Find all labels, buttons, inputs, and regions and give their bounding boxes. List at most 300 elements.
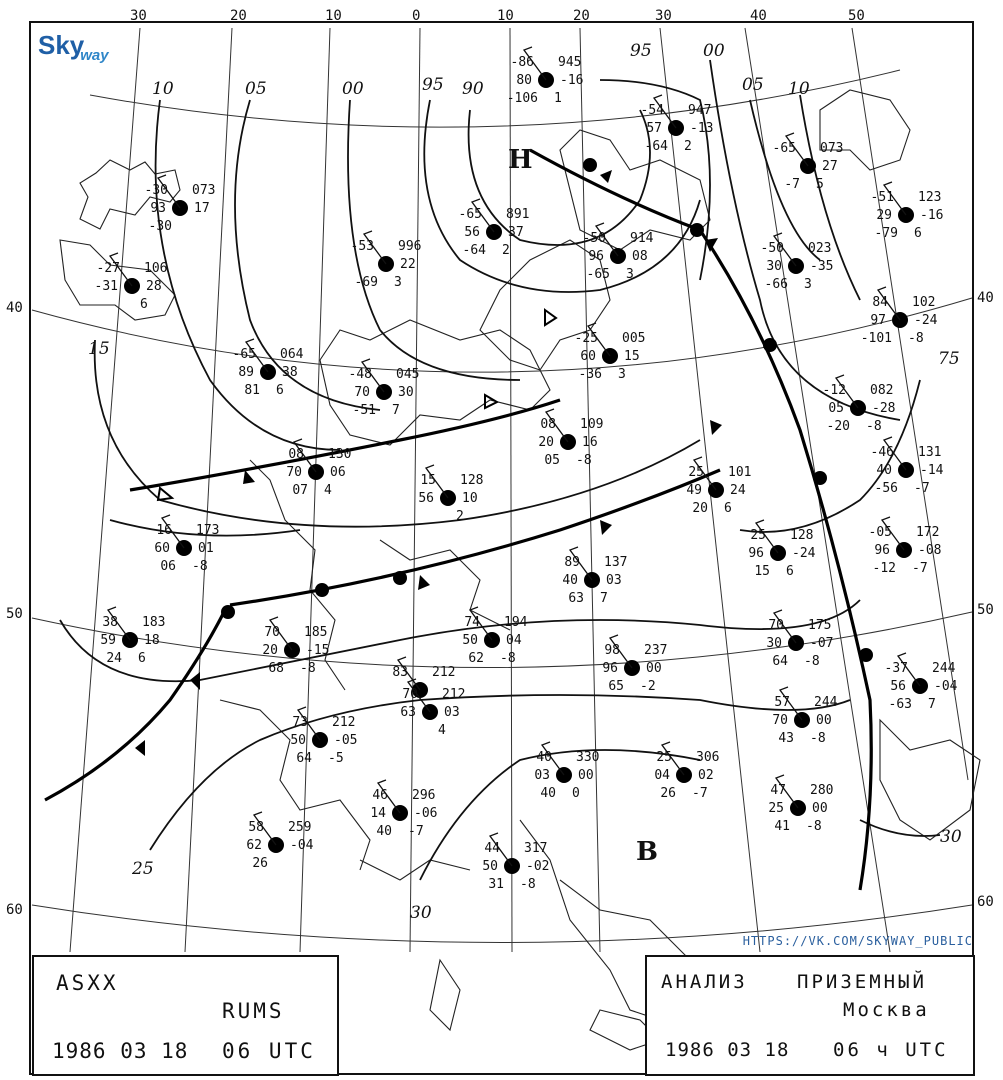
station-right-2: 7 bbox=[392, 403, 400, 418]
station-temp: 15 bbox=[420, 473, 436, 488]
station-s26 bbox=[262, 617, 329, 676]
station-s9 bbox=[761, 233, 834, 292]
station-pressure: 023 bbox=[808, 241, 832, 256]
station-s7 bbox=[351, 231, 422, 290]
station-pressure: 106 bbox=[144, 261, 168, 276]
station-pressure: 131 bbox=[918, 445, 942, 460]
station-left-2: 64 bbox=[772, 654, 788, 669]
station-left-2: -79 bbox=[874, 226, 898, 241]
station-left-2: -12 bbox=[872, 561, 896, 576]
station-pressure: 947 bbox=[688, 103, 712, 118]
station-left-1: 70 bbox=[354, 385, 370, 400]
station-temp: -65 bbox=[232, 347, 256, 362]
station-left-1: 25 bbox=[768, 801, 784, 816]
station-temp: 44 bbox=[484, 841, 500, 856]
station-left-2: 81 bbox=[244, 383, 260, 398]
station-right-1: 00 bbox=[812, 801, 828, 816]
svg-text:50: 50 bbox=[848, 8, 865, 24]
analysis-type: ПРИЗЕМНЫЙ bbox=[797, 971, 927, 993]
station-right-2: 4 bbox=[438, 723, 446, 738]
station-right-2: 6 bbox=[276, 383, 284, 398]
station-right-2: -8 bbox=[806, 819, 822, 834]
station-left-1: 30 bbox=[766, 636, 782, 651]
station-s21 bbox=[748, 520, 815, 579]
station-right-1: 08 bbox=[632, 249, 648, 264]
station-s24 bbox=[562, 547, 627, 606]
station-s1 bbox=[507, 47, 584, 106]
longitude-labels bbox=[130, 8, 865, 24]
station-s14 bbox=[349, 359, 420, 418]
station-pressure: 280 bbox=[810, 783, 834, 798]
station-left-1: 56 bbox=[890, 679, 906, 694]
station-right-2: 2 bbox=[456, 509, 464, 524]
station-temp: 84 bbox=[872, 295, 888, 310]
bulletin-date: 1986 03 18 bbox=[52, 1039, 189, 1063]
station-right-2: 6 bbox=[786, 564, 794, 579]
station-s37 bbox=[370, 780, 437, 839]
station-right-2: 3 bbox=[394, 275, 402, 290]
station-left-2: -69 bbox=[354, 275, 378, 290]
station-s6 bbox=[459, 199, 530, 258]
station-temp: -48 bbox=[348, 367, 372, 382]
station-pressure: 891 bbox=[506, 207, 530, 222]
station-left-2: -64 bbox=[462, 243, 486, 258]
station-right-1: -02 bbox=[526, 859, 550, 874]
station-left-2: 26 bbox=[660, 786, 676, 801]
station-s13 bbox=[233, 339, 304, 398]
station-temp: 89 bbox=[564, 555, 580, 570]
station-temp: 08 bbox=[540, 417, 556, 432]
svg-text:05: 05 bbox=[245, 79, 267, 99]
high-pressure-center: H bbox=[508, 145, 533, 175]
station-left-1: -31 bbox=[94, 279, 118, 294]
station-right-2: -8 bbox=[500, 651, 516, 666]
station-s15 bbox=[823, 375, 896, 434]
station-temp: -27 bbox=[96, 261, 120, 276]
station-temp: 57 bbox=[774, 695, 790, 710]
station-pressure: 045 bbox=[396, 367, 420, 382]
station-right-2: 2 bbox=[502, 243, 510, 258]
station-left-2: -56 bbox=[874, 481, 898, 496]
info-box-left bbox=[32, 955, 339, 1076]
station-pressure: 102 bbox=[912, 295, 936, 310]
svg-text:20: 20 bbox=[573, 8, 590, 24]
station-left-2: -66 bbox=[764, 277, 788, 292]
station-left-1: 56 bbox=[418, 491, 434, 506]
station-left-1: 80 bbox=[516, 73, 532, 88]
svg-text:10: 10 bbox=[788, 79, 810, 99]
station-s33 bbox=[290, 707, 357, 766]
station-pressure: 005 bbox=[622, 331, 646, 346]
station-pressure: 183 bbox=[142, 615, 166, 630]
station-left-1: 96 bbox=[748, 546, 764, 561]
svg-text:30: 30 bbox=[940, 827, 962, 847]
station-s22 bbox=[154, 515, 219, 574]
station-left-1: 49 bbox=[686, 483, 702, 498]
bulletin-time: 06 UTC bbox=[222, 1039, 316, 1063]
station-left-2: 07 bbox=[292, 483, 308, 498]
station-right-1: 02 bbox=[698, 768, 714, 783]
station-temp: 08 bbox=[288, 447, 304, 462]
station-right-2: -8 bbox=[804, 654, 820, 669]
station-temp: -05 bbox=[868, 525, 892, 540]
station-pressure: 914 bbox=[630, 231, 654, 246]
station-right-1: 01 bbox=[198, 541, 214, 556]
station-right-2: 6 bbox=[138, 651, 146, 666]
station-left-2: -20 bbox=[826, 419, 850, 434]
station-temp: -50 bbox=[760, 241, 784, 256]
svg-text:50: 50 bbox=[977, 602, 994, 618]
station-s20 bbox=[418, 465, 483, 524]
station-right-1: 00 bbox=[646, 661, 662, 676]
station-right-2: -8 bbox=[520, 877, 536, 892]
station-left-2: 41 bbox=[774, 819, 790, 834]
station-left-1: 40 bbox=[876, 463, 892, 478]
station-pressure: 109 bbox=[580, 417, 604, 432]
svg-text:15: 15 bbox=[88, 339, 110, 359]
station-left-1: 60 bbox=[580, 349, 596, 364]
station-left-1: 29 bbox=[876, 208, 892, 223]
center-code: RUMS bbox=[222, 999, 285, 1023]
station-pressure: 123 bbox=[918, 190, 942, 205]
station-temp: -46 bbox=[870, 445, 894, 460]
station-temp: 74 bbox=[464, 615, 480, 630]
station-left-1: 93 bbox=[150, 201, 166, 216]
station-s2 bbox=[641, 95, 714, 154]
station-right-2: 7 bbox=[928, 697, 936, 712]
station-pressure: 082 bbox=[870, 383, 894, 398]
station-right-1: -14 bbox=[920, 463, 944, 478]
station-pressure: 237 bbox=[644, 643, 668, 658]
city: Москва bbox=[843, 999, 930, 1021]
station-left-2: -65 bbox=[586, 267, 610, 282]
station-temp: -12 bbox=[822, 383, 846, 398]
svg-text:25: 25 bbox=[132, 859, 154, 879]
station-left-1: 56 bbox=[464, 225, 480, 240]
station-left-1: 05 bbox=[828, 401, 844, 416]
svg-text:40: 40 bbox=[750, 8, 767, 24]
station-right-1: 37 bbox=[508, 225, 524, 240]
station-left-2: -106 bbox=[506, 91, 538, 106]
station-right-1: -35 bbox=[810, 259, 834, 274]
station-right-2: 0 bbox=[572, 786, 580, 801]
station-right-1: -04 bbox=[290, 838, 314, 853]
station-left-2: 65 bbox=[608, 679, 624, 694]
station-left-2: 15 bbox=[754, 564, 770, 579]
station-left-2: 62 bbox=[468, 651, 484, 666]
station-temp: -86 bbox=[510, 55, 534, 70]
station-left-1: 70 bbox=[772, 713, 788, 728]
station-right-1: -13 bbox=[690, 121, 714, 136]
station-temp: -37 bbox=[884, 661, 908, 676]
bulletin-code: ASXX bbox=[56, 971, 119, 995]
svg-text:00: 00 bbox=[703, 41, 725, 61]
station-left-1: 03 bbox=[534, 768, 550, 783]
station-pressure: 306 bbox=[696, 750, 720, 765]
skyway-logo: Skyway bbox=[38, 30, 109, 64]
svg-text:30: 30 bbox=[655, 8, 672, 24]
station-right-1: 22 bbox=[400, 257, 416, 272]
station-right-2: 6 bbox=[140, 297, 148, 312]
station-left-2: -63 bbox=[888, 697, 912, 712]
station-right-1: 18 bbox=[144, 633, 160, 648]
station-left-1: 96 bbox=[602, 661, 618, 676]
station-left-2: -36 bbox=[578, 367, 602, 382]
svg-text:10: 10 bbox=[497, 8, 514, 24]
station-left-2: 06 bbox=[160, 559, 176, 574]
station-left-1: 14 bbox=[370, 806, 386, 821]
station-left-2: 20 bbox=[692, 501, 708, 516]
analysis-time: 06 ч UTC bbox=[833, 1039, 949, 1061]
station-s28 bbox=[766, 610, 833, 669]
station-left-2: 24 bbox=[106, 651, 122, 666]
station-right-1: 24 bbox=[730, 483, 746, 498]
station-left-1: 97 bbox=[870, 313, 886, 328]
station-right-1: 10 bbox=[462, 491, 478, 506]
svg-text:95: 95 bbox=[422, 75, 444, 95]
station-right-1: 15 bbox=[624, 349, 640, 364]
station-left-1: 40 bbox=[562, 573, 578, 588]
station-right-2: -7 bbox=[914, 481, 930, 496]
station-pressure: 330 bbox=[576, 750, 600, 765]
station-left-1: 20 bbox=[538, 435, 554, 450]
station-temp: 73 bbox=[292, 715, 308, 730]
station-s4 bbox=[145, 175, 216, 234]
station-temp: 47 bbox=[770, 783, 786, 798]
station-pressure: 064 bbox=[280, 347, 304, 362]
station-pressure: 128 bbox=[790, 528, 814, 543]
station-right-1: -16 bbox=[560, 73, 584, 88]
station-left-1: 50 bbox=[482, 859, 498, 874]
station-left-1: 20 bbox=[262, 643, 278, 658]
station-right-1: -24 bbox=[792, 546, 816, 561]
info-box-right bbox=[645, 955, 975, 1076]
station-right-2: 6 bbox=[914, 226, 922, 241]
station-right-2: -8 bbox=[866, 419, 882, 434]
svg-text:0: 0 bbox=[412, 8, 421, 24]
station-left-1: 62 bbox=[246, 838, 262, 853]
station-s11 bbox=[861, 287, 938, 346]
station-right-2: 5 bbox=[816, 177, 824, 192]
source-url[interactable]: HTTPS://VK.COM/SKYWAY_PUBLIC bbox=[742, 934, 973, 948]
station-temp: 38 bbox=[102, 615, 118, 630]
svg-text:60: 60 bbox=[6, 902, 23, 918]
station-left-2: 05 bbox=[544, 453, 560, 468]
station-right-1: -16 bbox=[920, 208, 944, 223]
station-right-1: 00 bbox=[816, 713, 832, 728]
station-temp: 98 bbox=[604, 643, 620, 658]
station-pressure: 073 bbox=[820, 141, 844, 156]
station-pressure: 101 bbox=[728, 465, 752, 480]
station-left-2: 43 bbox=[778, 731, 794, 746]
station-temp: -53 bbox=[350, 239, 374, 254]
station-pressure: 194 bbox=[504, 615, 528, 630]
station-temp: 70 bbox=[768, 618, 784, 633]
station-left-1: 96 bbox=[588, 249, 604, 264]
svg-text:10: 10 bbox=[152, 79, 174, 99]
svg-text:05: 05 bbox=[742, 75, 764, 95]
station-temp: -65 bbox=[772, 141, 796, 156]
station-pressure: 945 bbox=[558, 55, 582, 70]
svg-text:60: 60 bbox=[977, 894, 994, 910]
station-pressure: 996 bbox=[398, 239, 422, 254]
station-temp: 25 bbox=[750, 528, 766, 543]
low-pressure-center: B bbox=[636, 837, 658, 867]
station-left-2: 31 bbox=[488, 877, 504, 892]
station-s31 bbox=[885, 653, 958, 712]
station-left-2: 64 bbox=[296, 751, 312, 766]
station-right-2: -8 bbox=[192, 559, 208, 574]
station-left-1: 70 bbox=[286, 465, 302, 480]
analysis-date: 1986 03 18 bbox=[665, 1039, 790, 1061]
station-right-1: 17 bbox=[194, 201, 210, 216]
station-pressure: 244 bbox=[932, 661, 956, 676]
station-right-2: -8 bbox=[810, 731, 826, 746]
station-pressure: 073 bbox=[192, 183, 216, 198]
station-s5 bbox=[871, 182, 944, 241]
station-right-2: -8 bbox=[300, 661, 316, 676]
station-temp: 40 bbox=[536, 750, 552, 765]
station-pressure: 212 bbox=[332, 715, 356, 730]
station-left-1: 50 bbox=[462, 633, 478, 648]
station-right-1: -05 bbox=[334, 733, 358, 748]
station-right-2: 7 bbox=[600, 591, 608, 606]
station-temp: 25 bbox=[656, 750, 672, 765]
station-left-2: 40 bbox=[376, 824, 392, 839]
station-temp: 70 bbox=[402, 687, 418, 702]
station-pressure: 185 bbox=[304, 625, 328, 640]
svg-text:00: 00 bbox=[342, 79, 364, 99]
station-right-1: 03 bbox=[444, 705, 460, 720]
analysis-title: АНАЛИЗ bbox=[661, 971, 748, 993]
station-s36 bbox=[654, 742, 719, 801]
station-right-2: -5 bbox=[328, 751, 344, 766]
station-left-2: 26 bbox=[252, 856, 268, 871]
station-right-1: -08 bbox=[918, 543, 942, 558]
station-right-2: 3 bbox=[626, 267, 634, 282]
station-right-1: -24 bbox=[914, 313, 938, 328]
station-left-1: 50 bbox=[290, 733, 306, 748]
station-temp: 16 bbox=[156, 523, 172, 538]
station-s16 bbox=[538, 409, 603, 468]
station-pressure: 296 bbox=[412, 788, 436, 803]
svg-text:90: 90 bbox=[462, 79, 484, 99]
station-s27 bbox=[462, 607, 527, 666]
station-left-1: 04 bbox=[654, 768, 670, 783]
svg-text:40: 40 bbox=[977, 290, 994, 306]
station-pressure: 212 bbox=[432, 665, 456, 680]
station-s35 bbox=[534, 742, 599, 801]
svg-text:95: 95 bbox=[630, 41, 652, 61]
station-right-1: 28 bbox=[146, 279, 162, 294]
station-right-2: 6 bbox=[724, 501, 732, 516]
svg-text:30: 30 bbox=[410, 903, 432, 923]
station-right-2: 3 bbox=[804, 277, 812, 292]
station-pressure: 173 bbox=[196, 523, 220, 538]
station-s34 bbox=[772, 687, 837, 746]
station-left-2: 40 bbox=[540, 786, 556, 801]
station-right-1: 16 bbox=[582, 435, 598, 450]
station-s12 bbox=[575, 323, 646, 382]
parallels bbox=[32, 70, 972, 943]
station-temp: -54 bbox=[640, 103, 664, 118]
station-temp: 70 bbox=[264, 625, 280, 640]
station-temp: -50 bbox=[582, 231, 606, 246]
station-s39 bbox=[246, 812, 313, 871]
station-left-2: -64 bbox=[644, 139, 668, 154]
station-s10 bbox=[95, 253, 168, 312]
station-right-2: 3 bbox=[618, 367, 626, 382]
station-pressure: 128 bbox=[460, 473, 484, 488]
station-left-2: 68 bbox=[268, 661, 284, 676]
station-left-2: -101 bbox=[860, 331, 892, 346]
station-s32 bbox=[400, 679, 465, 738]
station-left-1: 63 bbox=[400, 705, 416, 720]
station-right-2: -8 bbox=[908, 331, 924, 346]
station-right-2: -2 bbox=[640, 679, 656, 694]
station-right-2: 1 bbox=[554, 91, 562, 106]
station-s38 bbox=[768, 775, 833, 834]
station-temp: -25 bbox=[574, 331, 598, 346]
station-right-2: -7 bbox=[408, 824, 424, 839]
station-left-2: 63 bbox=[568, 591, 584, 606]
station-right-2: -8 bbox=[576, 453, 592, 468]
station-left-1: 30 bbox=[766, 259, 782, 274]
station-right-2: -7 bbox=[692, 786, 708, 801]
station-temp: 58 bbox=[248, 820, 264, 835]
station-temp: 83 bbox=[392, 665, 408, 680]
svg-text:75: 75 bbox=[938, 349, 960, 369]
station-s29 bbox=[602, 635, 667, 694]
station-temp: -65 bbox=[458, 207, 482, 222]
station-left-2: -30 bbox=[148, 219, 172, 234]
svg-text:10: 10 bbox=[325, 8, 342, 24]
station-pressure: 130 bbox=[328, 447, 352, 462]
station-left-2: -51 bbox=[352, 403, 376, 418]
station-pressure: 317 bbox=[524, 841, 548, 856]
station-pressure: 137 bbox=[604, 555, 628, 570]
station-right-2: 2 bbox=[684, 139, 692, 154]
station-temp: 25 bbox=[688, 465, 704, 480]
station-right-1: 38 bbox=[282, 365, 298, 380]
station-right-1: 03 bbox=[606, 573, 622, 588]
station-right-1: -28 bbox=[872, 401, 896, 416]
station-s40 bbox=[482, 833, 549, 892]
station-left-1: 60 bbox=[154, 541, 170, 556]
station-left-1: 96 bbox=[874, 543, 890, 558]
station-right-2: 4 bbox=[324, 483, 332, 498]
station-s23 bbox=[869, 517, 942, 576]
station-pressure: 244 bbox=[814, 695, 838, 710]
station-right-1: -07 bbox=[810, 636, 834, 651]
svg-text:50: 50 bbox=[6, 606, 23, 622]
station-s19 bbox=[686, 457, 751, 516]
station-right-1: -15 bbox=[306, 643, 330, 658]
svg-text:30: 30 bbox=[130, 8, 147, 24]
station-right-1: -06 bbox=[414, 806, 438, 821]
station-right-1: -04 bbox=[934, 679, 958, 694]
station-s18 bbox=[871, 437, 944, 496]
station-right-1: 06 bbox=[330, 465, 346, 480]
station-temp: -30 bbox=[144, 183, 168, 198]
station-left-2: -7 bbox=[784, 177, 800, 192]
station-left-1: 89 bbox=[238, 365, 254, 380]
station-s25 bbox=[100, 607, 165, 666]
station-pressure: 175 bbox=[808, 618, 832, 633]
svg-text:20: 20 bbox=[230, 8, 247, 24]
station-right-1: 00 bbox=[578, 768, 594, 783]
station-right-2: -7 bbox=[912, 561, 928, 576]
